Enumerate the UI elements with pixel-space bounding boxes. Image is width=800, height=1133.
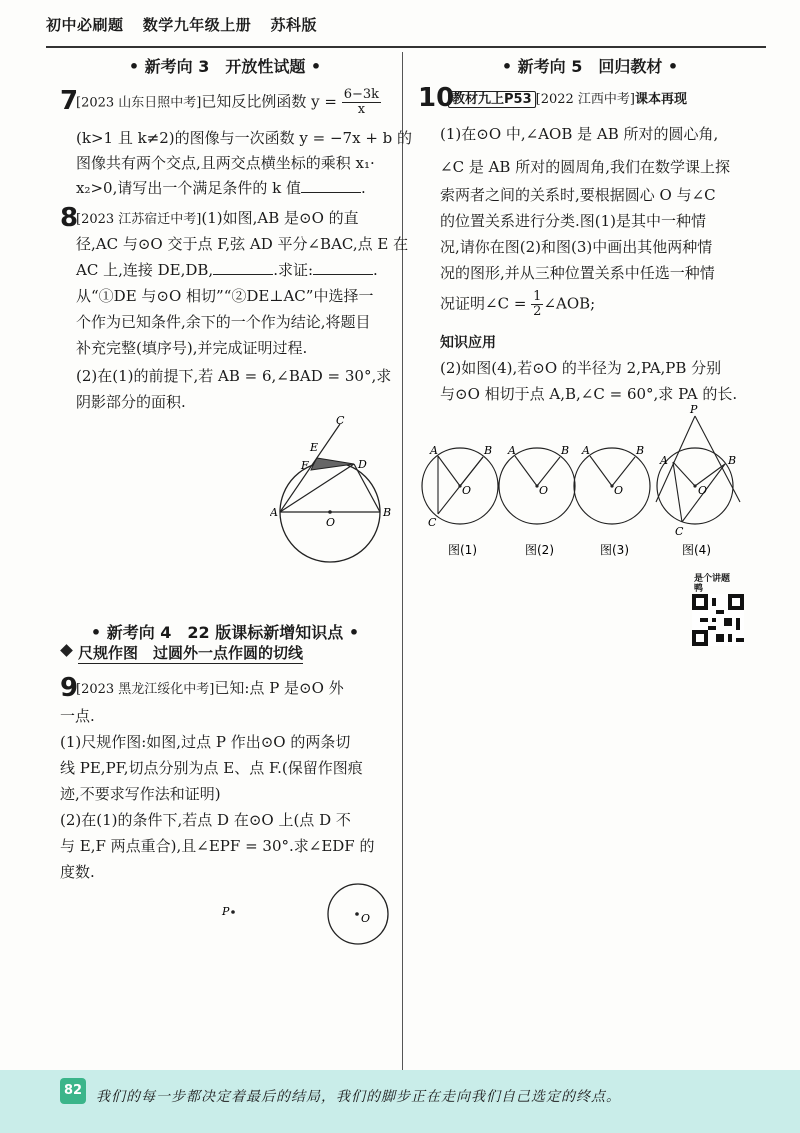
q10-line-0 xyxy=(448,86,687,112)
q8-text-3b: .求证: xyxy=(273,261,314,279)
q10-line-5: 况,请你在图(2)和图(3)中画出其他两种情 xyxy=(440,238,713,256)
q9-source: [2023 黑龙江绥化中考] xyxy=(76,682,215,697)
q10-fig4-label-p: P xyxy=(690,403,698,416)
qr-label: 是个讲题鸭 xyxy=(694,574,731,594)
q10-caption-3: 图(3) xyxy=(600,543,629,557)
q10-fig2-label-o: O xyxy=(539,484,549,497)
column-divider xyxy=(402,52,403,1072)
q9-line-3: (1)尺规作图:如图,过点 P 作出⊙O 的两条切 xyxy=(60,733,351,751)
q9-line-1 xyxy=(76,676,344,702)
q10-fig-1 xyxy=(422,444,498,529)
book-name: 初中必刷题 xyxy=(46,16,124,34)
q8-label-e: E xyxy=(310,441,319,454)
q10-fig3-label-a: A xyxy=(582,444,590,457)
q10-review-tag: 课本再现 xyxy=(635,92,688,107)
q8-line-3: AC 上,连接 DE,DB, .求证: . xyxy=(76,261,378,279)
q7-line-4 xyxy=(76,176,366,201)
q9-line-4: 线 PE,PF,切点分别为点 E、点 F.(保留作图痕 xyxy=(60,759,363,777)
q9-text-1: 已知:点 P 是⊙O 外 xyxy=(214,679,344,697)
q7-text-1: 已知反比例函数 y = xyxy=(201,92,337,111)
footer-motto: 我们的每一步都决定着最后的结局，我们的脚步正在走向我们自己选定的终点。 xyxy=(96,1089,621,1105)
q10-caption-1: 图(1) xyxy=(448,543,477,557)
q10-frac-num: 1 xyxy=(533,289,542,304)
q8-label-c: C xyxy=(336,414,345,427)
q7-fraction xyxy=(342,88,381,117)
q7-answer-blank[interactable] xyxy=(301,178,361,193)
section-title-3: • 新考向 3 开放性试题 • xyxy=(128,57,322,76)
q8-blank-2[interactable] xyxy=(313,260,373,275)
q8-number: 8 xyxy=(60,203,79,233)
q9-number: 9 xyxy=(60,673,79,703)
q10-caption-4: 图(4) xyxy=(682,543,711,557)
q10-fig-4 xyxy=(656,403,740,538)
q10-figures xyxy=(420,402,760,562)
q10-line-6: 况的图形,并从三种位置关系中任选一种情 xyxy=(440,264,715,282)
subject-name: 数学九年级上册 xyxy=(142,16,252,34)
q8-line-db xyxy=(354,464,380,512)
q8-figure xyxy=(270,412,400,572)
q10-caption-2: 图(2) xyxy=(525,543,554,557)
q8-center-dot xyxy=(328,510,332,514)
q7-end: . xyxy=(360,179,366,197)
q10-line-2: ∠C 是 AB 所对的圆周角,我们在数学课上探 xyxy=(440,158,730,176)
q10-text-7b: ∠AOB; xyxy=(543,294,596,313)
q8-line-5: 个作为已知条件,余下的一个作为结论,将题目 xyxy=(76,313,371,331)
q9-figure xyxy=(210,880,390,950)
q8-label-o: O xyxy=(326,516,336,529)
q10-fig3-label-b: B xyxy=(636,444,645,457)
q9-label-o: O xyxy=(361,912,371,925)
q7-number: 7 xyxy=(60,86,79,116)
q10-fig4-label-o: O xyxy=(698,484,708,497)
q10-fig1-label-b: B xyxy=(484,444,493,457)
q8-label-a: A xyxy=(270,506,278,519)
edition-name: 苏科版 xyxy=(270,16,318,34)
q7-frac-num: 6−3k xyxy=(343,87,380,102)
q10-fig2-label-b: B xyxy=(561,444,570,457)
q10-fig1-label-a: A xyxy=(430,444,438,457)
q8-text-1: (1)如图,AB 是⊙O 的直 xyxy=(201,209,359,227)
q9-point-p xyxy=(231,910,235,914)
section-4-subtitle: 尺规作图 过圆外一点作圆的切线 xyxy=(78,644,304,662)
q7-text-4: x₂>0,请写出一个满足条件的 k 值 xyxy=(76,179,301,197)
q8-line-1 xyxy=(76,206,359,232)
q9-label-p: P xyxy=(222,905,230,918)
q7-frac-den: x xyxy=(357,102,366,117)
page-number: 82 xyxy=(60,1078,86,1104)
q10-fig1-label-c: C xyxy=(428,516,437,529)
q9-line-6: (2)在(1)的条件下,若点 D 在⊙O 上(点 D 不 xyxy=(60,811,351,829)
q10-fig-3 xyxy=(574,444,650,524)
q9-line-7: 与 E,F 两点重合),且∠EPF = 30°.求∠EDF 的 xyxy=(60,837,375,855)
q8-line-2: 径,AC 与⊙O 交于点 F,弦 AD 平分∠BAC,点 E 在 xyxy=(76,235,409,253)
q8-label-d: D xyxy=(358,458,367,471)
q10-text-7a: 况证明∠C = xyxy=(440,294,527,313)
q10-line-9: 与⊙O 相切于点 A,B,∠C = 60°,求 PA 的长. xyxy=(440,385,738,403)
q8-text-3a: AC 上,连接 DE,DB, xyxy=(76,261,214,279)
qr-code-icon[interactable] xyxy=(692,594,744,646)
q8-blank-1[interactable] xyxy=(213,260,273,275)
q9-line-8: 度数. xyxy=(60,863,95,881)
q10-line-1: (1)在⊙O 中,∠AOB 是 AB 所对的圆心角, xyxy=(440,125,719,143)
q10-number: 10 xyxy=(418,83,455,113)
knowledge-application-heading: 知识应用 xyxy=(440,335,496,351)
q7-line-3: 图像共有两个交点,且两交点横坐标的乘积 x₁· xyxy=(76,154,375,172)
q10-fig3-label-o: O xyxy=(614,484,624,497)
q8-label-f: F xyxy=(301,459,309,472)
q10-fig-2 xyxy=(499,444,575,524)
q8-label-b: B xyxy=(383,506,392,519)
q10-textbook-tag: 教材九上P53 xyxy=(448,91,536,108)
q7-source: [2023 山东日照中考] xyxy=(76,95,202,111)
q10-fig4-label-a: A xyxy=(660,454,668,467)
q8-line-ac xyxy=(280,424,340,512)
q10-fig4-label-b: B xyxy=(728,454,737,467)
q10-fig2-label-a: A xyxy=(508,444,516,457)
q8-source: [2023 江苏宿迁中考] xyxy=(76,212,202,227)
q8-chord-ad xyxy=(280,464,354,512)
q8-line-8: 阴影部分的面积. xyxy=(76,393,186,411)
page-header xyxy=(46,14,766,48)
q10-line-7 xyxy=(440,290,595,319)
q9-line-2: 一点. xyxy=(60,707,95,725)
q7-line-2: (k>1 且 k≠2)的图像与一次函数 y = −7x + b 的 xyxy=(76,129,413,147)
section-title-5: • 新考向 5 回归教材 • xyxy=(501,57,679,76)
q10-line-3: 索两者之间的关系时,要根据圆心 O 与∠C xyxy=(440,186,716,204)
q9-center-dot xyxy=(355,912,359,916)
q10-frac-den: 2 xyxy=(533,304,542,319)
q10-source: [2022 江西中考] xyxy=(535,92,635,107)
q10-fig4-label-c: C xyxy=(675,525,684,538)
q7-line-1 xyxy=(76,88,396,117)
q10-line-4: 的位置关系进行分类.图(1)是其中一种情 xyxy=(440,212,707,230)
q10-fraction xyxy=(531,290,543,319)
section-title-4: • 新考向 4 22 版课标新增知识点 • xyxy=(90,623,360,642)
q9-line-5: 迹,不要求写作法和证明) xyxy=(60,785,221,803)
q10-line-8: (2)如图(4),若⊙O 的半径为 2,PA,PB 分别 xyxy=(440,359,722,377)
diamond-bullet-icon xyxy=(60,644,73,657)
q8-line-4: 从“①DE 与⊙O 相切”“②DE⊥AC”中选择一 xyxy=(76,287,374,305)
q10-fig1-label-o: O xyxy=(462,484,472,497)
q8-line-6: 补充完整(填序号),并完成证明过程. xyxy=(76,339,308,357)
q8-line-7: (2)在(1)的前提下,若 AB = 6,∠BAD = 30°,求 xyxy=(76,367,392,385)
